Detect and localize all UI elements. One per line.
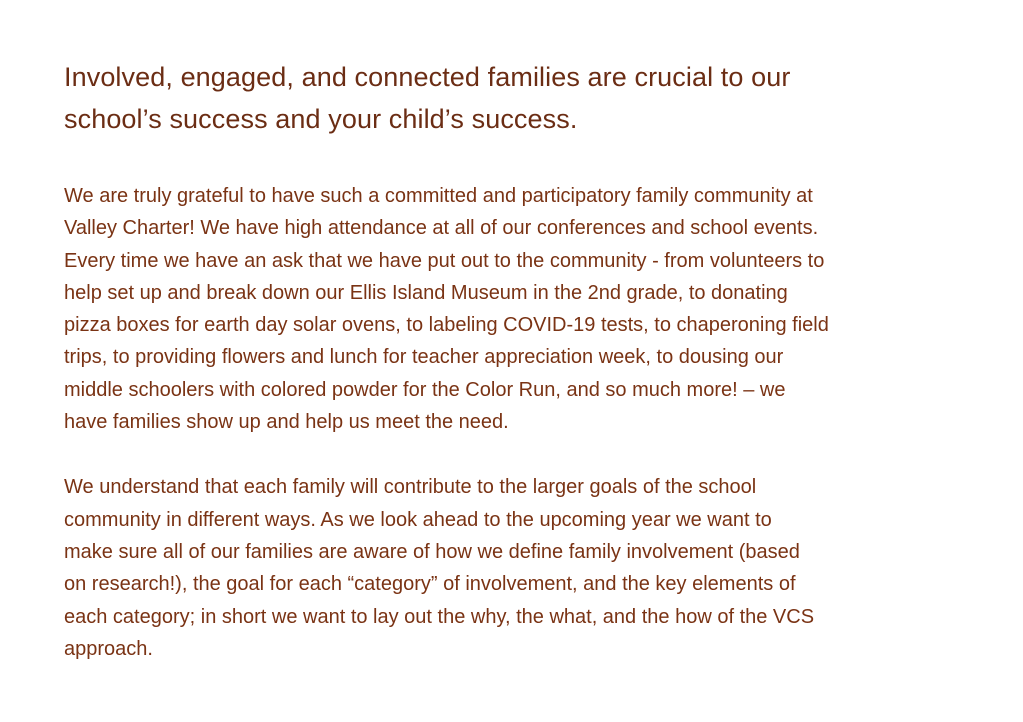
paragraph-line: pizza boxes for earth day solar ovens, to labeling COVID-19 tests, to chaperoning field [64,314,829,337]
paragraph-line: each category; in short we want to lay out the why, the what, and the how of the VCS [64,605,815,628]
paragraph-line: make sure all of our families are aware of how we define family involvement (based [64,540,800,563]
paragraph-line: Every time we have an ask that we have put out to the community - from volunteers to [64,249,825,272]
paragraph-line: on research!), the goal for each “category” of involvement, and the key elements of [64,573,796,596]
headline [64,56,964,140]
headline-line-1: Involved, engaged, and connected families are crucial to our [64,62,791,92]
article-content [64,56,964,665]
paragraph-line: Valley Charter! We have high attendance at all of our conferences and school events. [64,217,819,240]
paragraph-line: help set up and break down our Ellis Island Museum in the 2nd grade, to donating [64,281,788,304]
paragraph-line: We are truly grateful to have such a committed and participatory family community at [64,185,813,207]
paragraph-line: community in different ways. As we look ahead to the upcoming year we want to [64,508,772,531]
approach-paragraph [64,471,964,665]
intro-paragraph [64,180,964,438]
paragraph-line: have families show up and help us meet the need. [64,411,509,434]
paragraph-line: middle schoolers with colored powder for the Color Run, and so much more! – we [64,378,786,401]
paragraph-line: approach. [64,637,153,660]
headline-line-2: school’s success and your child’s success. [64,104,578,134]
paragraph-line: We understand that each family will contribute to the larger goals of the school [64,476,757,499]
paragraph-line: trips, to providing flowers and lunch for teacher appreciation week, to dousing our [64,346,784,369]
